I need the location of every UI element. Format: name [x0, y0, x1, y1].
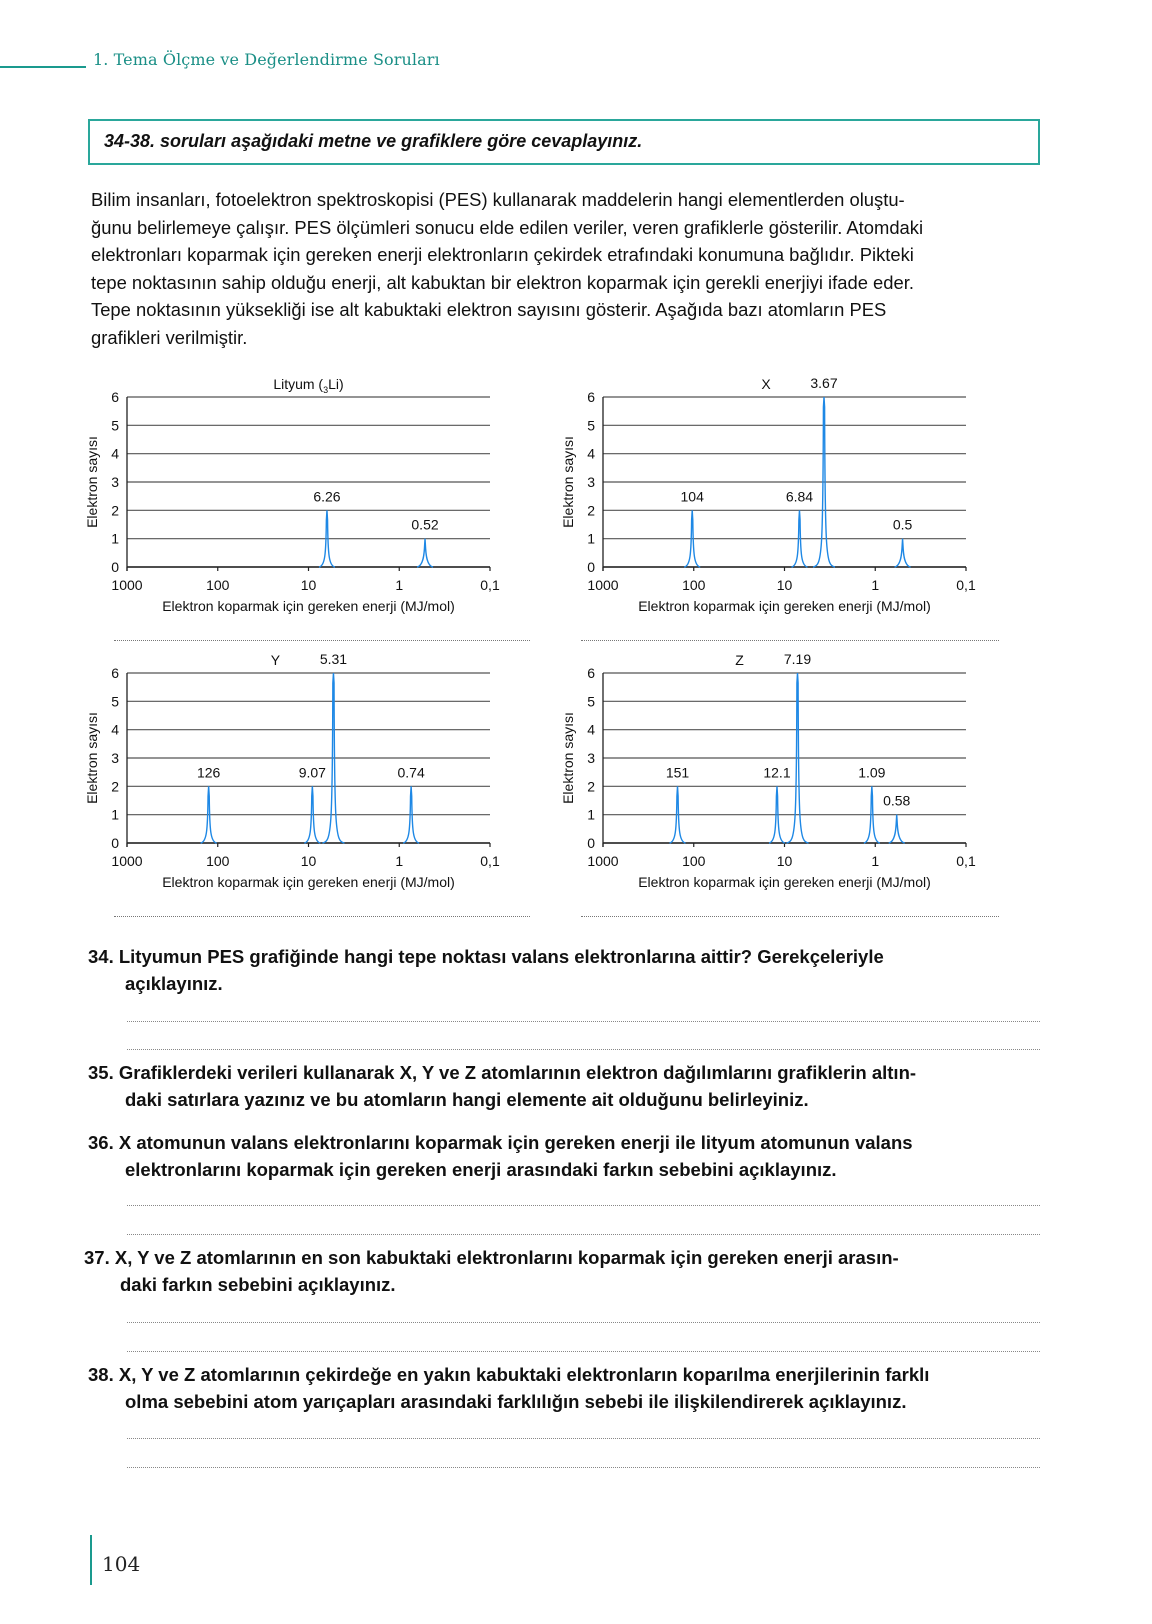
x-tick-label: 10	[300, 853, 317, 869]
y-tick-label: 3	[111, 750, 119, 766]
intro-line: tepe noktasının sahip olduğu enerji, alt kabuktan bir elektron koparmak için gerekli enerjiyi ifade eder.	[91, 271, 914, 293]
chart-answer-line	[581, 640, 999, 641]
y-tick-label: 4	[587, 445, 595, 462]
y-tick-label: 3	[587, 750, 595, 766]
question-text: elektronlarını koparmak için gereken enerji arasındaki farkın sebebini açıklayınız.	[125, 1159, 837, 1180]
chart-title: Lityum $(_3Li)$	[273, 376, 344, 395]
y-axis-label: Elektron sayısı	[560, 436, 576, 528]
answer-line[interactable]	[127, 1021, 1040, 1022]
peak-energy-label: 0.74	[397, 764, 425, 781]
peak-energy-label: 0.58	[883, 792, 911, 809]
chart-answer-line	[114, 640, 530, 641]
intro-line: elektronları koparmak için gereken enerji elektronların çekirdek etrafındaki konumuna bağlıdır. Pikteki	[91, 244, 914, 266]
question-number: 35.	[88, 1062, 114, 1083]
y-tick-label: 0	[111, 835, 119, 851]
header-title: 1. Tema Ölçme ve Değerlendirme Soruları	[93, 50, 440, 69]
peak-energy-label: 151	[665, 764, 690, 781]
question-35	[88, 1059, 916, 1113]
question-text: X, Y ve Z atomlarının en son kabuktaki elektronlarını koparmak için gereken enerji arasın-	[114, 1247, 899, 1268]
y-tick-label: 0	[111, 559, 119, 575]
page-number: 104	[102, 1552, 141, 1576]
x-tick-label: 1	[871, 577, 880, 593]
x-axis-label: Elektron koparmak için gereken enerji (MJ/mol)	[162, 598, 455, 614]
answer-line[interactable]	[127, 1049, 1040, 1050]
answer-line[interactable]	[127, 1205, 1040, 1206]
y-tick-label: 3	[111, 474, 119, 490]
y-tick-label: 2	[587, 502, 595, 519]
y-tick-label: 1	[587, 806, 595, 823]
peak-energy-label: 6.84	[785, 488, 814, 505]
y-tick-label: 1	[587, 530, 595, 547]
answer-line[interactable]	[127, 1467, 1040, 1468]
question-number: 36.	[88, 1132, 114, 1153]
x-tick-label: 100	[682, 853, 706, 869]
x-tick-label: 1000	[111, 853, 143, 869]
question-number: 37.	[84, 1247, 110, 1268]
question-text: daki satırlara yazınız ve bu atomların hangi elemente ait olduğunu belirleyiniz.	[125, 1089, 809, 1110]
question-number: 34.	[88, 946, 114, 967]
y-tick-label: 2	[587, 778, 595, 795]
x-tick-label: 1	[395, 577, 404, 593]
header-rule	[0, 66, 86, 68]
pes-peak	[417, 539, 433, 567]
chart-answer-line	[581, 916, 999, 917]
y-tick-label: 2	[111, 502, 119, 519]
answer-line[interactable]	[127, 1351, 1040, 1352]
question-37	[84, 1244, 899, 1298]
question-36	[88, 1129, 913, 1183]
x-axis-label: Elektron koparmak için gereken enerji (MJ/mol)	[162, 874, 455, 890]
peak-energy-label: 7.19	[783, 651, 812, 667]
y-tick-label: 6	[111, 665, 119, 681]
x-axis-label: Elektron koparmak için gereken enerji (MJ/mol)	[638, 874, 931, 890]
y-tick-label: 3	[587, 474, 595, 490]
y-tick-label: 6	[587, 665, 595, 681]
y-tick-label: 5	[587, 693, 595, 710]
x-tick-label: 0,1	[480, 577, 500, 593]
x-tick-label: 1000	[111, 577, 143, 593]
peak-energy-label: 6.26	[313, 488, 341, 505]
y-axis-label: Elektron sayısı	[84, 436, 100, 528]
question-number: 38.	[88, 1364, 114, 1385]
y-tick-label: 6	[587, 389, 595, 405]
question-text: Grafiklerdeki verileri kullanarak X, Y ve Z atomlarının elektron dağılımlarını grafiklerin altın-	[118, 1062, 917, 1083]
x-tick-label: 1000	[587, 853, 619, 869]
peak-energy-label: 104	[680, 488, 704, 505]
y-tick-label: 6	[111, 389, 119, 405]
question-text: X atomunun valans elektronlarını koparmak için gereken enerji ile lityum atomunun valans	[118, 1132, 913, 1153]
y-axis-label: Elektron sayısı	[84, 712, 100, 804]
y-tick-label: 4	[111, 445, 119, 462]
peak-energy-label: 5.31	[319, 651, 348, 667]
x-tick-label: 0,1	[956, 577, 976, 593]
pes-peak	[889, 815, 905, 843]
peak-energy-label: 12.1	[763, 764, 791, 781]
y-tick-label: 1	[111, 530, 119, 547]
y-axis-label: Elektron sayısı	[560, 712, 576, 804]
peak-energy-label: 9.07	[298, 764, 326, 781]
intro-line: Bilim insanları, fotoelektron spektroskopisi (PES) kullanarak maddelerin hangi elementlerden oluştu-	[91, 189, 905, 210]
pes-chart-lithium	[80, 370, 540, 630]
x-tick-label: 100	[206, 577, 230, 593]
x-tick-label: 0,1	[480, 853, 500, 869]
y-tick-label: 1	[111, 806, 119, 823]
peak-energy-label: 126	[196, 764, 221, 781]
page-number-rule	[90, 1535, 92, 1585]
chart-title: X	[761, 376, 771, 392]
peak-energy-label: 1.09	[858, 764, 886, 781]
x-axis-label: Elektron koparmak için gereken enerji (MJ/mol)	[638, 598, 931, 614]
x-tick-label: 1	[871, 853, 880, 869]
y-tick-label: 5	[587, 417, 595, 434]
answer-line[interactable]	[127, 1438, 1040, 1439]
x-tick-label: 1	[395, 853, 404, 869]
peak-energy-label: 3.67	[810, 375, 838, 391]
x-tick-label: 10	[776, 853, 793, 869]
instruction-box	[88, 119, 1040, 165]
question-text: açıklayınız.	[125, 973, 223, 994]
y-tick-label: 5	[111, 693, 119, 710]
instruction-text: 34-38. soruları aşağıdaki metne ve grafiklere göre cevaplayınız.	[104, 131, 643, 151]
question-text: X, Y ve Z atomlarının çekirdeğe en yakın kabuktaki elektronların koparılma enerjilerinin farklı	[118, 1364, 930, 1385]
x-tick-label: 100	[206, 853, 230, 869]
x-tick-label: 100	[682, 577, 706, 593]
chart-title: Y	[270, 652, 281, 668]
peak-energy-label: 0.5	[892, 516, 913, 533]
chart-title: Z	[735, 652, 744, 668]
question-text: daki farkın sebebini açıklayınız.	[120, 1274, 396, 1295]
question-38	[88, 1361, 929, 1415]
intro-line: grafikleri verilmiştir.	[91, 326, 248, 348]
intro-paragraph	[91, 186, 1051, 352]
y-tick-label: 5	[111, 417, 119, 434]
pes-peak	[895, 539, 911, 567]
pes-chart-y	[80, 646, 540, 906]
question-text: olma sebebini atom yarıçapları arasındaki farklılığın sebebi ile ilişkilendirerek açıklayınız.	[125, 1391, 907, 1412]
y-tick-label: 4	[111, 721, 119, 738]
question-34	[88, 943, 884, 997]
y-tick-label: 2	[111, 778, 119, 795]
x-tick-label: 0,1	[956, 853, 976, 869]
y-tick-label: 0	[587, 559, 595, 575]
answer-line[interactable]	[127, 1322, 1040, 1323]
peak-energy-label: 0.52	[411, 516, 439, 533]
chart-answer-line	[114, 916, 530, 917]
answer-line[interactable]	[127, 1234, 1040, 1235]
question-text: Lityumun PES grafiğinde hangi tepe noktası valans elektronlarına aittir? Gerekçeleriyle	[118, 946, 884, 967]
y-tick-label: 4	[587, 721, 595, 738]
x-tick-label: 10	[300, 577, 317, 593]
intro-line: Tepe noktasının yüksekliği ise alt kabuktaki elektron sayısını gösterir. Aşağıda bazı atomların PES	[91, 299, 887, 321]
x-tick-label: 1000	[587, 577, 619, 593]
x-tick-label: 10	[776, 577, 793, 593]
pes-chart-z	[556, 646, 1016, 906]
pes-chart-x	[556, 370, 1016, 630]
y-tick-label: 0	[587, 835, 595, 851]
intro-line: ğunu belirlemeye çalışır. PES ölçümleri sonucu elde edilen veriler, veren grafiklerle gösterilir. Atomdaki	[91, 216, 924, 238]
